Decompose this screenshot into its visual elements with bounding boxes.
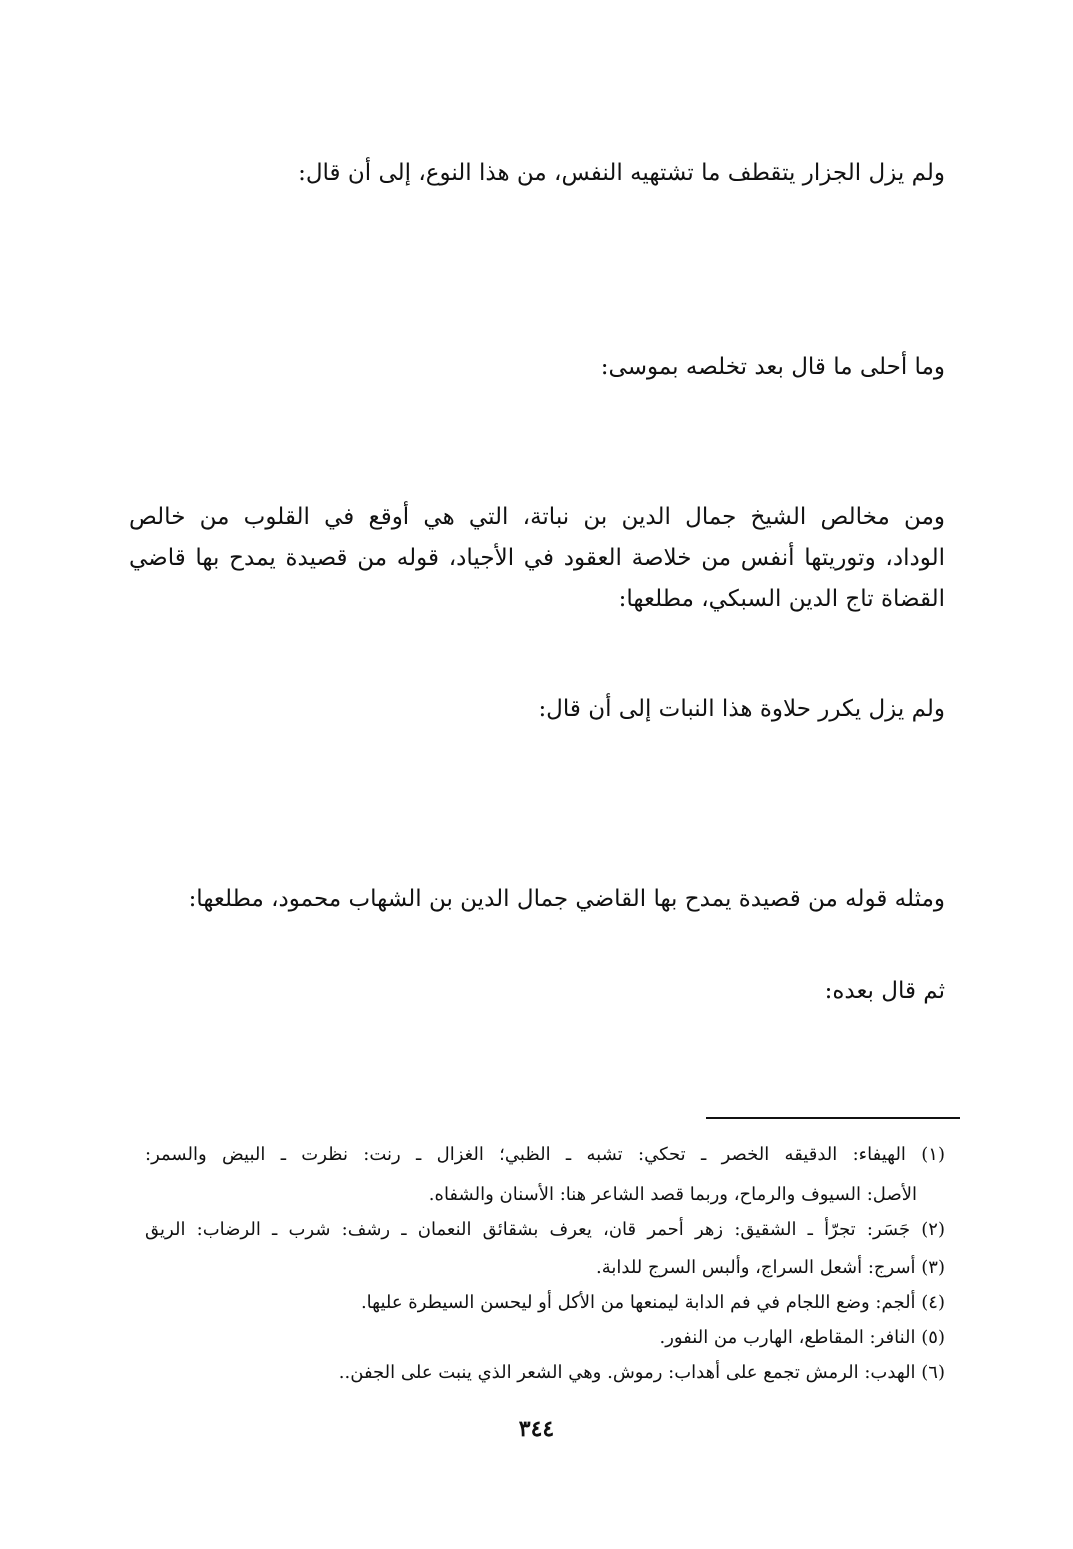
footnote: (٥) النافر: المقاطع، الهارب من النفور. [659, 1327, 945, 1348]
footnote: (٦) الهدب: الرمش تجمع على أهداب: رموش. وهي الشعر الذي ينبت على الجفن.. [338, 1362, 945, 1383]
prose-line: ولم يزل يكرر حلاوة هذا النبات إلى أن قال: [538, 696, 945, 722]
footnote-continuation: الأصل: السيوف والرماح، وربما قصد الشاعر هنا: الأسنان والشفاه. [428, 1184, 917, 1205]
prose-line: القضاة تاج الدين السبكي، مطلعها: [618, 586, 945, 612]
footnote: (٣) أسرج: أشعل السراج، وألبس السرج للدابة. [596, 1257, 945, 1278]
prose-line: ومن مخالص الشيخ جمال الدين بن نباتة، التي هي أوقع في القلوب من خالص [129, 504, 945, 530]
page-number: ٣٤٤ [518, 1416, 555, 1442]
footnote: (٢) جَسَر: تجرّأ ـ الشقيق: زهر أحمر قان، يعرف بشقائق النعمان ـ رشف: شرب ـ الرضاب: الريق [145, 1219, 945, 1240]
prose-line: الوداد، وتوريتها أنفس من خلاصة العقود في الأجياد، قوله من قصيدة يمدح بها قاضي [129, 545, 945, 571]
footnote-separator [706, 1117, 960, 1119]
prose-line: ولم يزل الجزار يتقطف ما تشتهيه النفس، من هذا النوع، إلى أن قال: [298, 160, 945, 186]
prose-line: وما أحلى ما قال بعد تخلصه بموسى: [600, 354, 945, 380]
prose-line: ثم قال بعده: [824, 978, 945, 1004]
prose-line: ومثله قوله من قصيدة يمدح بها القاضي جمال الدين بن الشهاب محمود، مطلعها: [188, 886, 945, 912]
footnote: (١) الهيفاء: الدقيقه الخصر ـ تحكي: تشبه ـ الظبي؛ الغزال ـ رنت: نظرت ـ البيض والسمر: [145, 1144, 945, 1165]
footnote: (٤) ألجم: وضع اللجام في فم الدابة ليمنعها من الأكل أو ليحسن السيطرة عليها. [360, 1292, 945, 1313]
